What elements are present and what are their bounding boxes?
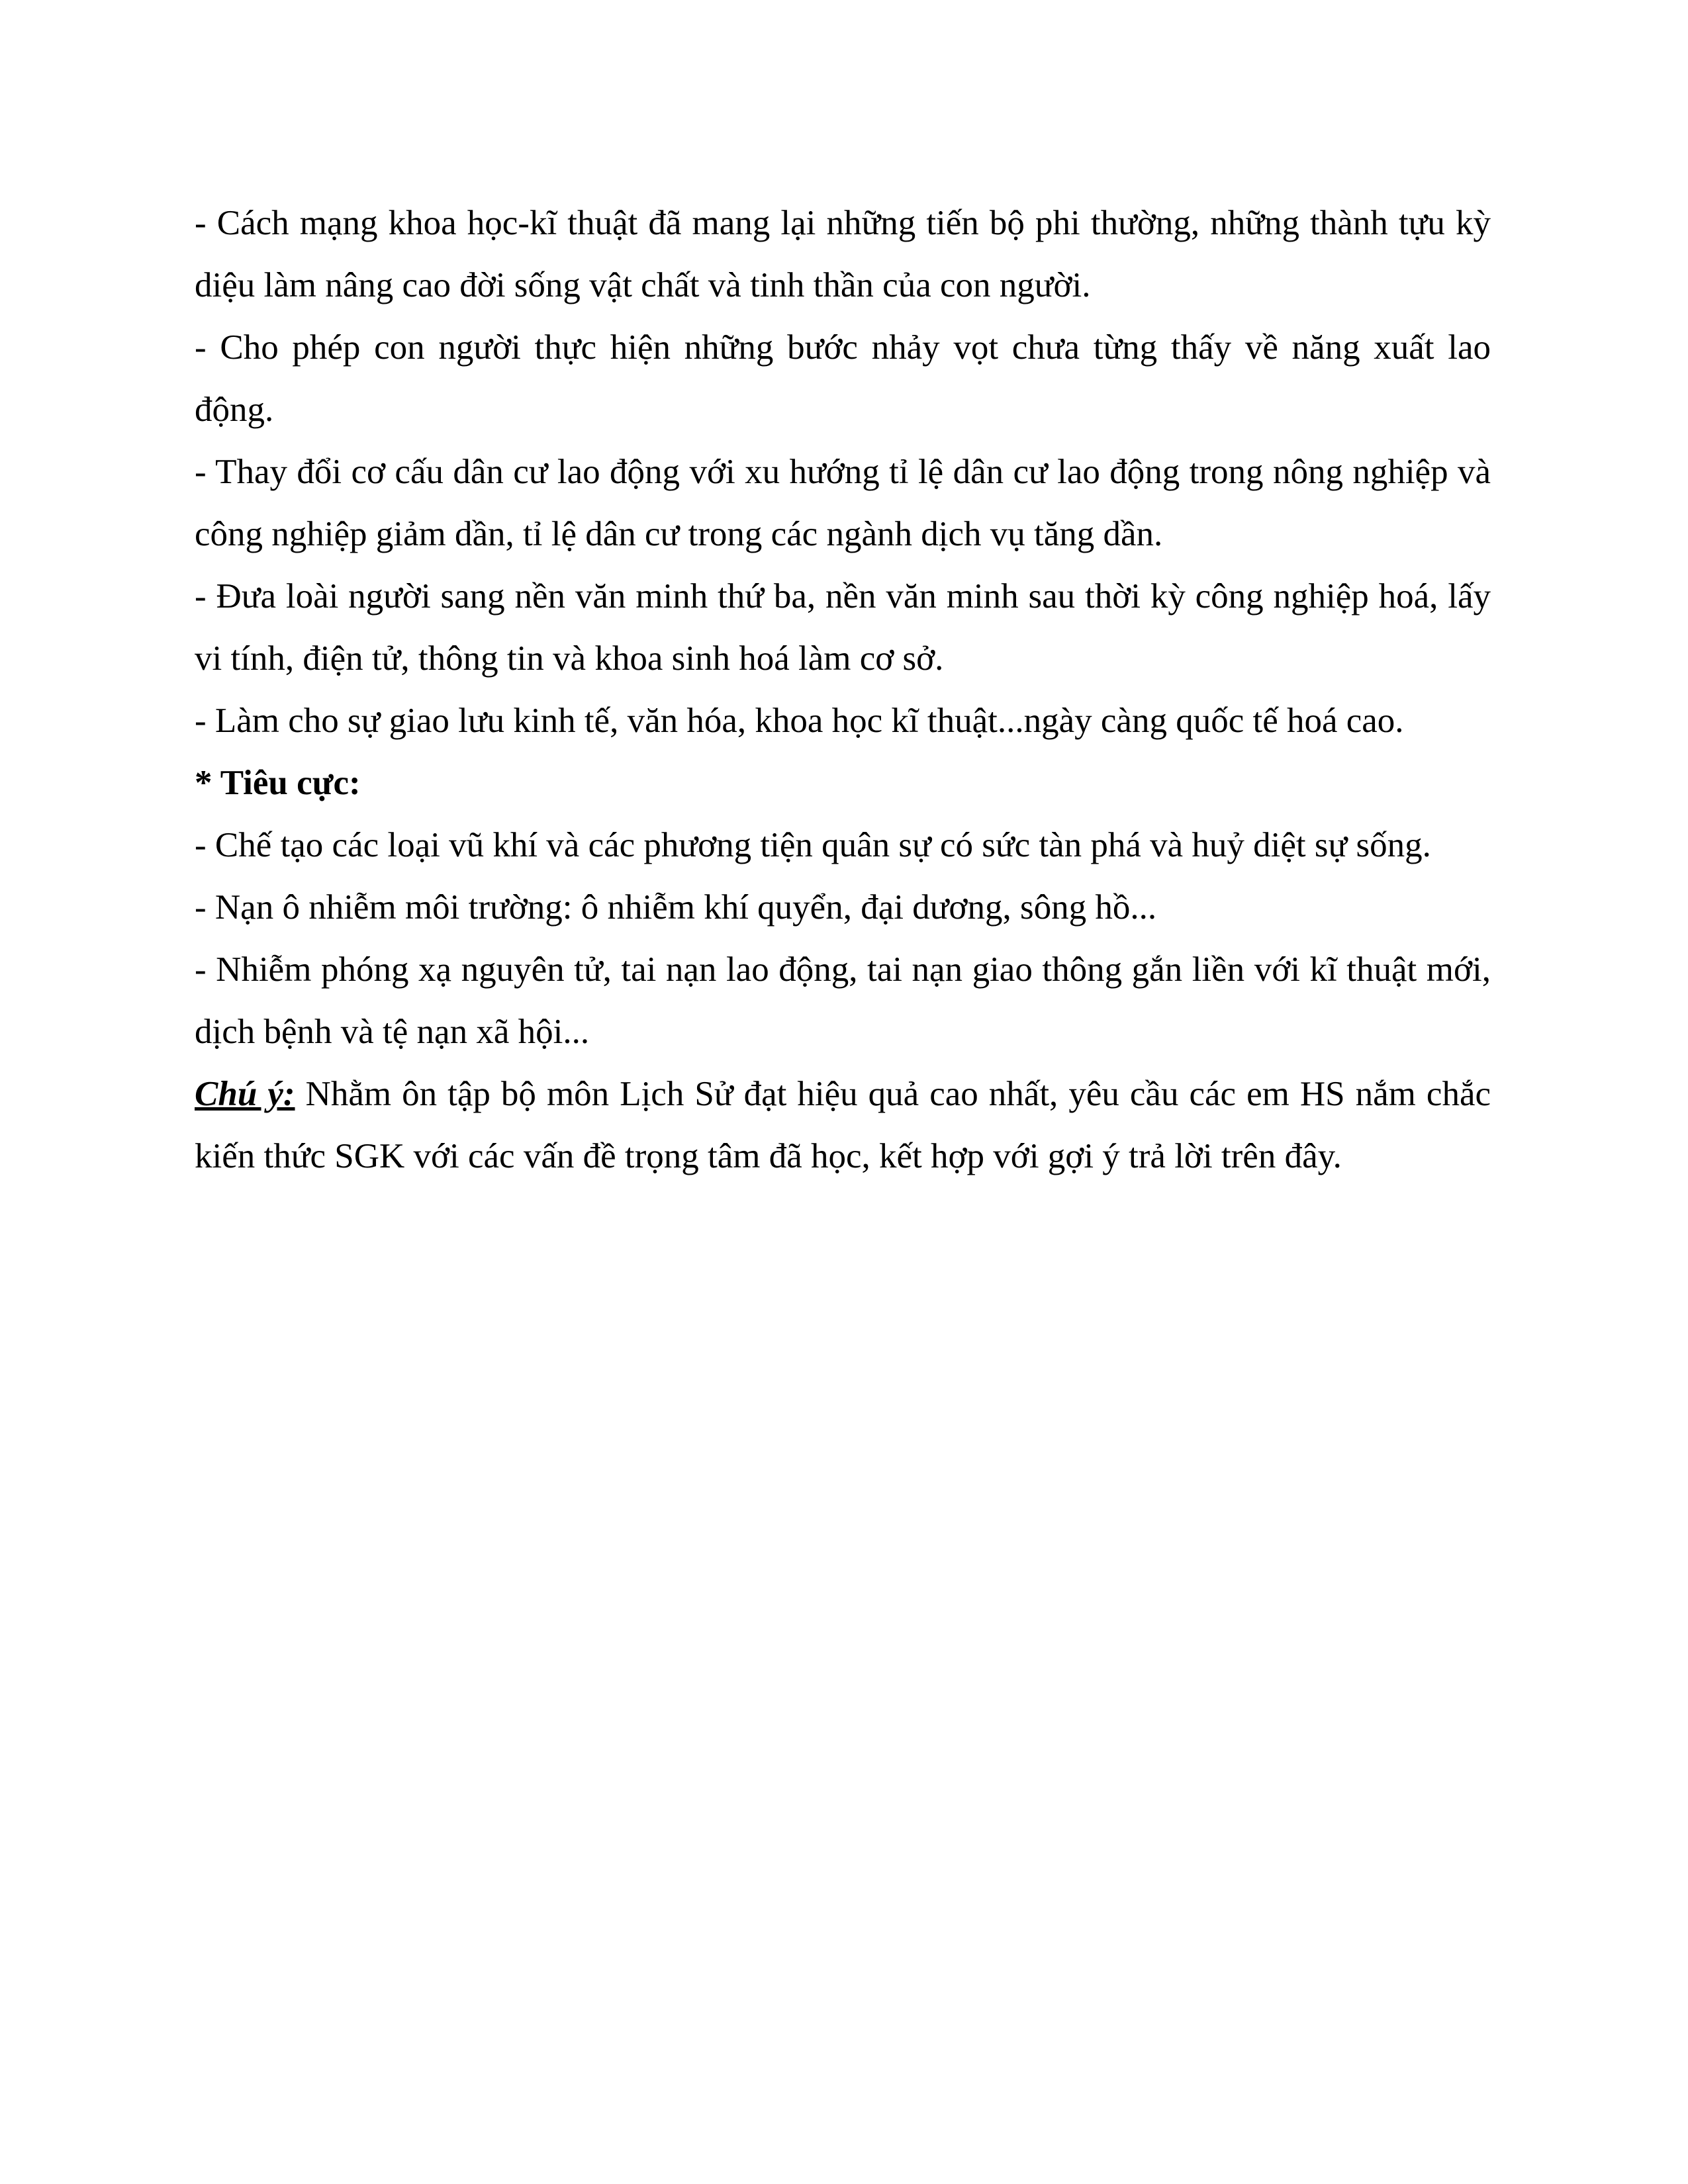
note-label: Chú ý: (195, 1075, 295, 1113)
negative-point: - Nhiễm phóng xạ nguyên tử, tai nạn lao động, tai nạn giao thông gắn liền với kĩ thuật mới, dịch bệnh và tệ nạn xã hội... (195, 950, 1491, 1051)
negative-point: - Chế tạo các loại vũ khí và các phương tiện quân sự có sức tàn phá và huỷ diệt sự sống. (195, 826, 1431, 864)
note-text: Nhằm ôn tập bộ môn Lịch Sử đạt hiệu quả cao nhất, yêu cầu các em HS nắm chắc kiến thức SGK với các vấn đề trọng tâm đã học, kết hợp với gợi ý trả lời trên đây. (195, 1075, 1491, 1175)
positive-point: - Làm cho sự giao lưu kinh tế, văn hóa, khoa học kĩ thuật...ngày càng quốc tế hoá cao. (195, 702, 1404, 740)
note-paragraph (195, 1063, 1491, 1187)
document-page (195, 192, 1491, 1187)
positive-point: - Thay đổi cơ cấu dân cư lao động với xu hướng tỉ lệ dân cư lao động trong nông nghiệp và công nghiệp giảm dần, tỉ lệ dân cư trong các ngành dịch vụ tăng dần. (195, 453, 1491, 553)
negative-heading: * Tiêu cực: (195, 764, 361, 802)
positive-point: - Cách mạng khoa học-kĩ thuật đã mang lại những tiến bộ phi thường, những thành tựu kỳ diệu làm nâng cao đời sống vật chất và tinh thần của con người. (195, 204, 1491, 304)
positive-point: - Đưa loài người sang nền văn minh thứ ba, nền văn minh sau thời kỳ công nghiệp hoá, lấy vi tính, điện tử, thông tin và khoa sinh hoá làm cơ sở. (195, 577, 1491, 678)
negative-point: - Nạn ô nhiễm môi trường: ô nhiễm khí quyển, đại dương, sông hồ... (195, 888, 1157, 927)
positive-point: - Cho phép con người thực hiện những bước nhảy vọt chưa từng thấy về năng xuất lao động. (195, 328, 1491, 429)
